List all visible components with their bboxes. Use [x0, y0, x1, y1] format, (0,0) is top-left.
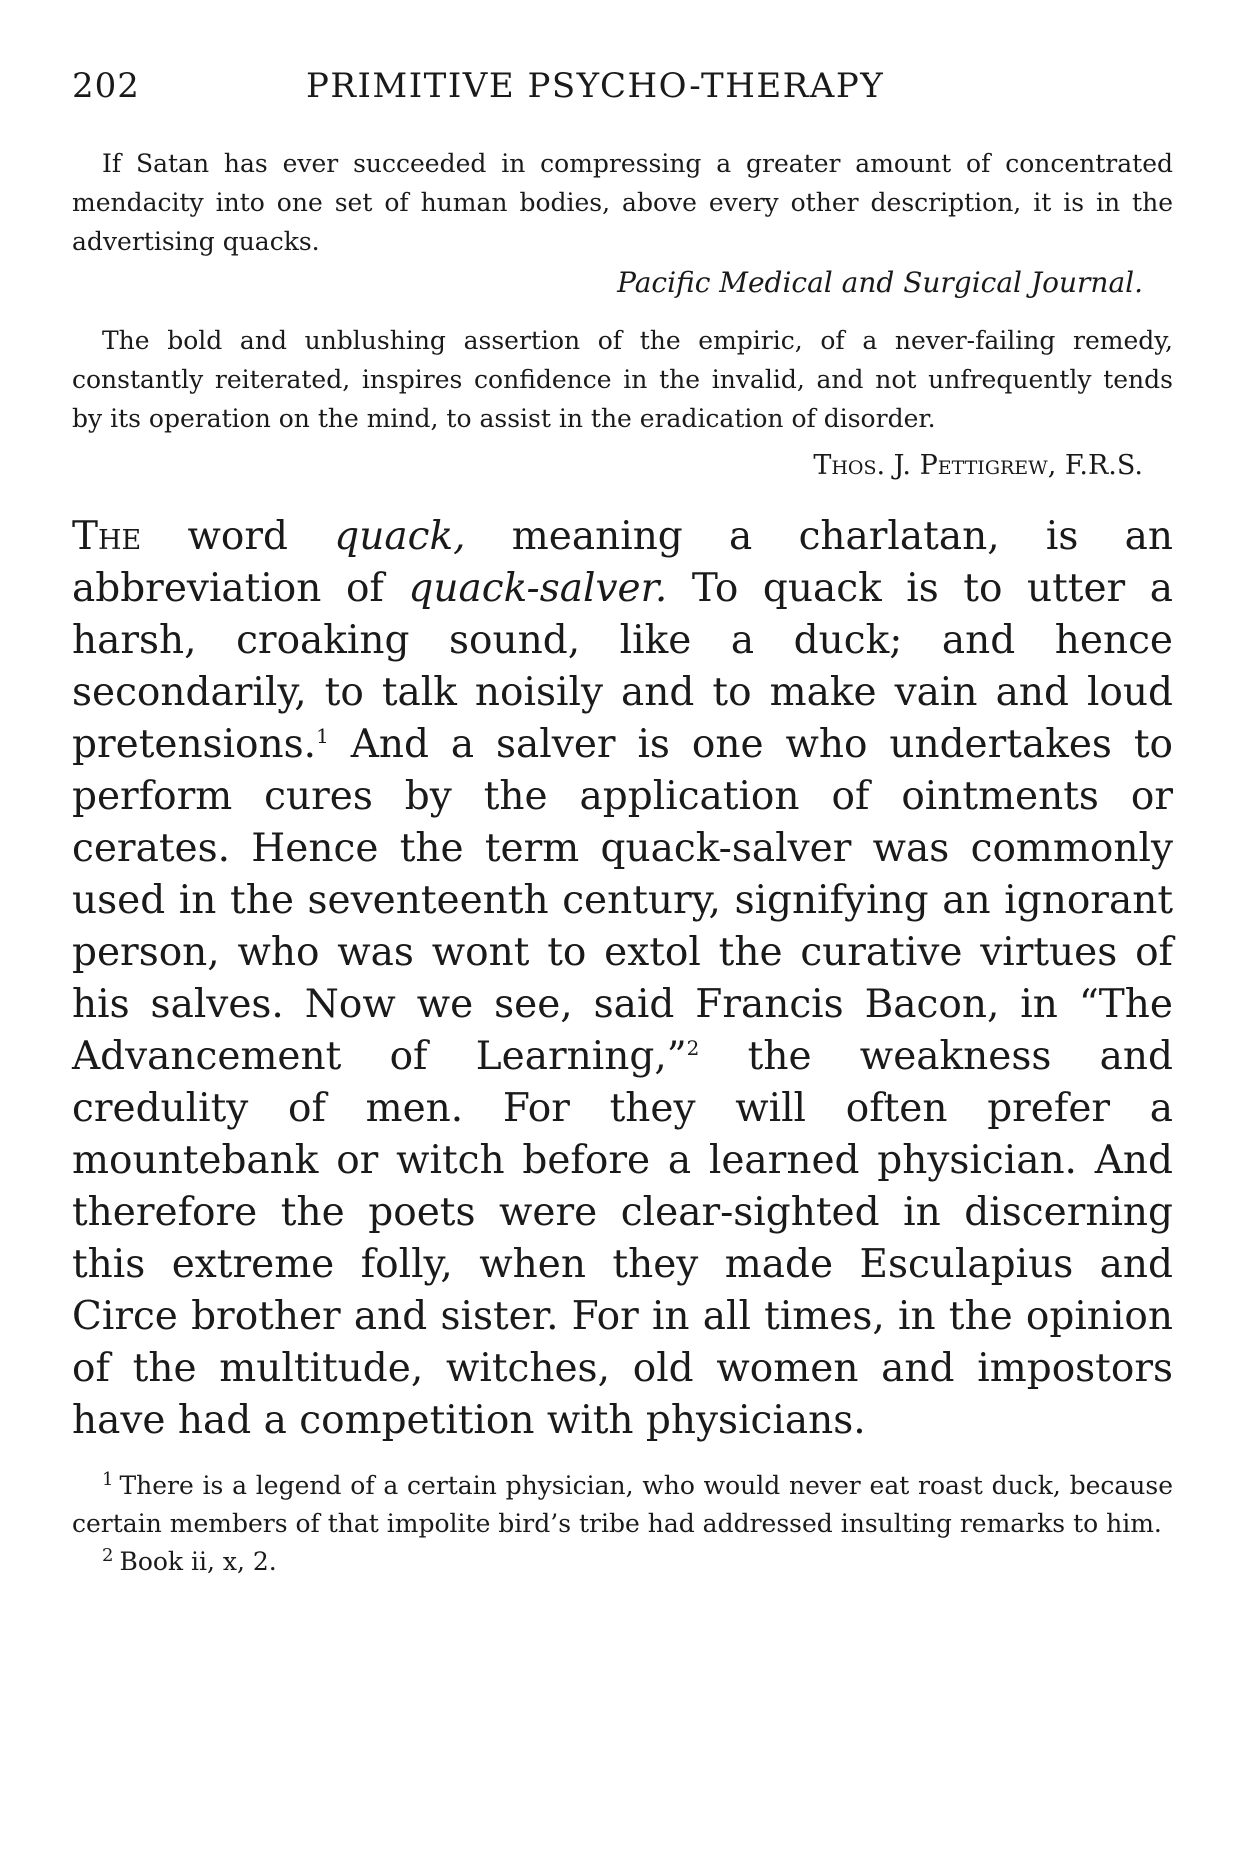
footnote-1-mark: 1	[102, 1468, 114, 1490]
footnote-2	[72, 1543, 1173, 1581]
footnote-2-mark: 2	[102, 1544, 114, 1566]
main-text	[72, 511, 1173, 1447]
epigraph-1-text: If Satan has ever succeeded in compressing a greater amount of concentrated mendacity into one set of human bodies, above every other description, it is in the advertising quacks.	[72, 149, 1173, 256]
lead-word: The	[72, 514, 142, 559]
epigraph-1-attribution: Pacific Medical and Surgical Journal.	[617, 266, 1143, 299]
footnote-ref-1: 1	[316, 724, 329, 748]
term-quack: quack,	[334, 514, 466, 559]
page-number: 202	[72, 66, 140, 106]
epigraph-2-attribution: Thos. J. Pettigrew, F.R.S.	[813, 450, 1143, 481]
body-segment-1: word	[141, 514, 335, 559]
page-header	[72, 56, 1173, 112]
footnote-2-text: Book ii, x, 2.	[119, 1547, 277, 1576]
body-segment-3: To quack is to utter a harsh, croaking sound, like a duck; and hence secondarily, to talk noisily and to make vain and loud pretensions.	[72, 566, 1173, 767]
term-quack-salver: quack-salver.	[408, 566, 668, 611]
body-segment-2: meaning a charlatan, is an abbreviation of	[72, 514, 1173, 611]
footnotes	[72, 1467, 1173, 1581]
body-segment-4: And a salver is one who undertakes to perform cures by the application of ointments or cerates. Hence the term quack-salver was commonly used in the seventeenth century, signifying an ignorant person, who was wont to extol the curative virtues of his salves. Now we see, said Francis Bacon, in “The Advancement of Learning,”	[72, 722, 1173, 1079]
footnote-1	[72, 1467, 1173, 1543]
main-paragraph	[72, 511, 1173, 1447]
body-segment-5: the weakness and credulity of men. For they will often prefer a mountebank or witch before a learned physician. And therefore the poets were clear-sighted in discerning this extreme folly, when they made Esculapius and Circe brother and sister. For in all times, in the opinion of the multitude, witches, old women and impostors have had a competition with physicians.	[72, 1034, 1173, 1443]
epigraph-2-text: The bold and unblushing assertion of the empiric, of a never-failing remedy, constantly reiterated, inspires confidence in the invalid, and not unfrequently tends by its operation on the mind, to assist in the eradication of disorder.	[72, 326, 1173, 433]
footnote-1-text: There is a legend of a certain physician, who would never eat roast duck, because certain members of that impolite bird’s tribe had addressed insulting remarks to him.	[72, 1471, 1173, 1538]
epigraph-2	[72, 321, 1173, 485]
running-title: PRIMITIVE PSYCHO-THERAPY	[306, 66, 885, 106]
footnote-ref-2: 2	[686, 1036, 700, 1060]
epigraph-1	[72, 144, 1173, 305]
